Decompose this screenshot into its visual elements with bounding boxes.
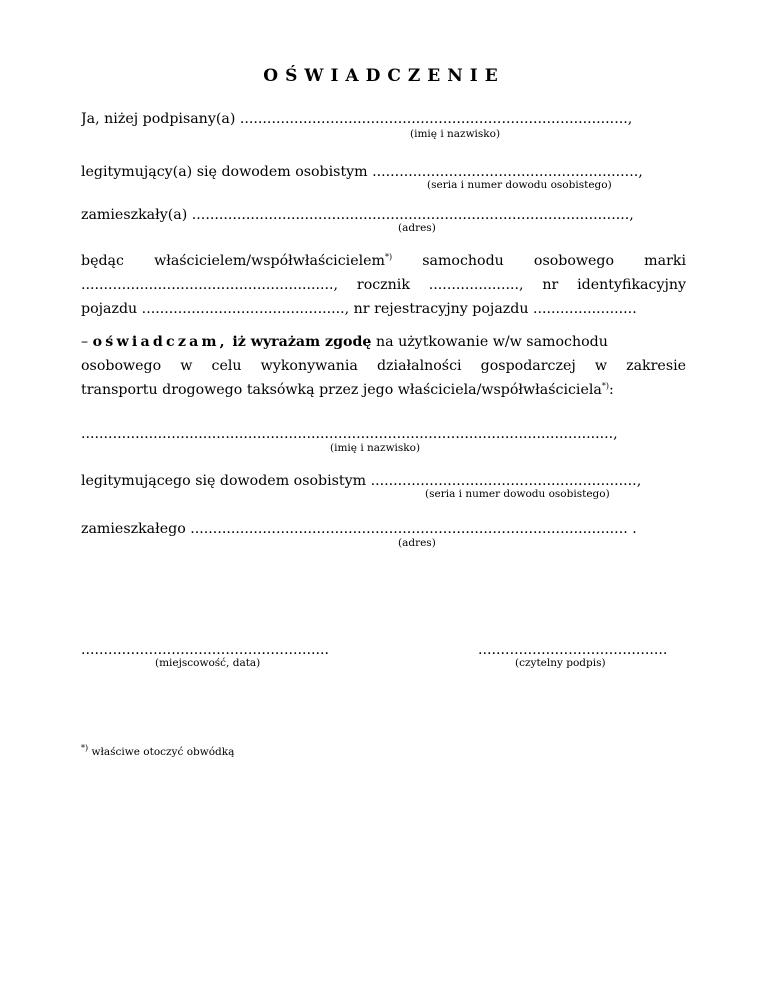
user-name-line: ......................................................................................................................, [81,426,618,442]
decl-word: zakresie [626,358,686,374]
owner-role-text: właścicielem/współwłaścicielem [154,253,385,269]
place-date-caption: (miejscowość, data) [155,657,261,669]
vehicle-vin-label-2: identyfikacyjny [577,277,686,293]
decl-word: celu [211,358,242,374]
decl-word: działalności [376,358,462,374]
declaration-rest: na użytkowanie w/w samochodu [375,334,608,350]
decl-word: gospodarczej [480,358,576,374]
owner-id-caption: (seria i numer dowodu osobistego) [427,179,612,191]
decl-word: w [594,358,608,374]
footnote-text: właściwe otoczyć obwódką [88,746,235,758]
declaration-prefix: – [81,334,93,350]
declaration-colon: : [609,382,614,398]
vehicle-word-3: samochodu [422,253,504,269]
vehicle-word-4: osobowego [533,253,615,269]
place-date-line: ....................................................... [81,642,330,658]
signature-caption: (czytelny podpis) [515,657,606,669]
user-address-caption: (adres) [398,537,436,549]
signature-line: .......................................... [478,642,668,658]
owner-address-caption: (adres) [398,222,436,234]
footnote-ref: *) [384,252,393,262]
vehicle-year-field: ...................., [428,277,524,293]
user-address-line: zamieszkałego ................................................................................................. . [81,521,637,537]
declaration-consent: iż wyrażam zgodę [232,334,372,350]
declaration-line-2 [81,357,686,375]
vehicle-line-1 [81,252,686,270]
vehicle-vin-label-1: nr [542,277,559,293]
vehicle-line-3: pojazdu ............................................., nr rejestracyjny pojazdu ....................... [81,301,637,317]
decl-word: wykonywania [260,358,358,374]
owner-name-caption: (imię i nazwisko) [410,128,501,140]
owner-name-line: Ja, niżej podpisany(a) ......................................................................................, [81,111,633,127]
owner-id-line: legitymujący(a) się dowodem osobistym ..........................................................., [81,164,643,180]
vehicle-year-label: rocznik [356,277,410,293]
owner-address-line: zamieszkały(a) ................................................................................................., [81,207,634,223]
decl-word: w [180,358,193,374]
vehicle-line-2 [81,276,686,294]
footnote-ref: *) [601,381,609,391]
vehicle-word-1: będąc [81,253,124,269]
user-name-caption: (imię i nazwisko) [330,442,421,454]
vehicle-word-5: marki [644,253,686,269]
declaration-line-1 [81,333,686,351]
decl-word: osobowego [81,358,162,374]
vehicle-word-2 [154,253,392,269]
document-title: OŚWIADCZENIE [263,66,505,86]
vehicle-brand-field: ........................................................, [81,277,339,293]
user-id-caption: (seria i numer dowodu osobistego) [425,488,610,500]
declaration-keyword: oświadczam, [92,334,228,350]
declaration-line-3-text: transportu drogowego taksówką przez jego właściciela/współwłaściciela [81,382,602,398]
declaration-line-3 [81,381,686,399]
user-id-line: legitymującego się dowodem osobistym ..........................................................., [81,473,642,489]
footnote-mark: *) [81,743,89,753]
footnote [81,743,235,759]
